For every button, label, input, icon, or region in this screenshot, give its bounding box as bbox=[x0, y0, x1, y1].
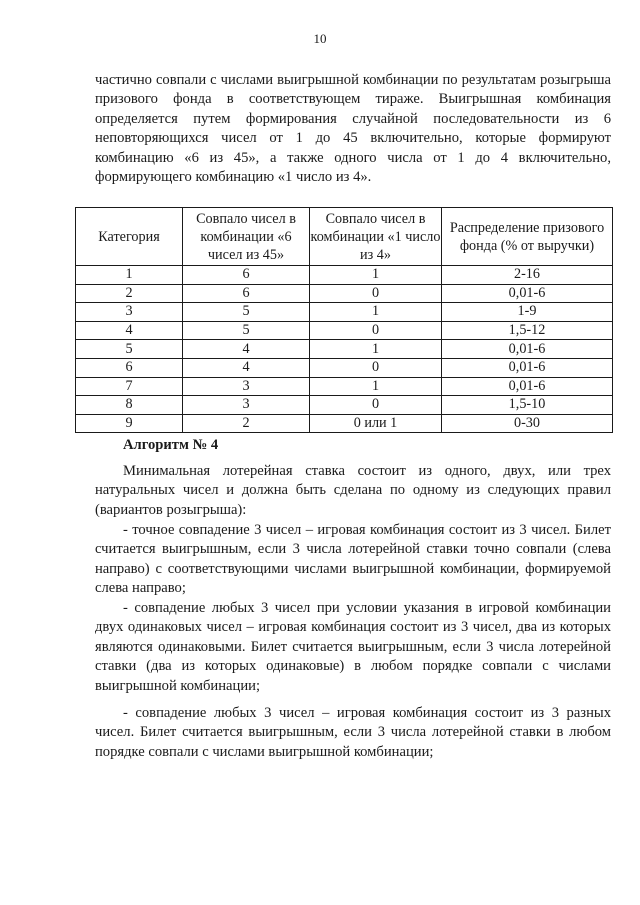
algorithm-heading: Алгоритм № 4 bbox=[123, 437, 219, 453]
table-header bbox=[76, 208, 613, 266]
page-number: 10 bbox=[313, 31, 327, 46]
cell-prize-share: 0-30 bbox=[442, 414, 613, 433]
table-row bbox=[76, 377, 613, 396]
cell-category: 3 bbox=[76, 303, 183, 322]
cell-category: 5 bbox=[76, 340, 183, 359]
cell-matched-1-of-4: 0 bbox=[310, 321, 442, 340]
header-matched-6-of-45: Совпало чисел в комбинации «6 чисел из 45» bbox=[183, 208, 310, 266]
cell-matched-6-of-45: 5 bbox=[183, 303, 310, 322]
cell-matched-6-of-45: 6 bbox=[183, 284, 310, 303]
cell-prize-share: 1,5-10 bbox=[442, 396, 613, 415]
cell-category: 8 bbox=[76, 396, 183, 415]
algorithm-intro-paragraph: Минимальная лотерейная ставка состоит из одного, двух, или трех натуральных чисел и должна быть сделана по одному из следующих правил (вариантов розыгрыша): bbox=[95, 463, 611, 518]
cell-matched-1-of-4: 1 bbox=[310, 266, 442, 285]
cell-category: 7 bbox=[76, 377, 183, 396]
cell-category: 9 bbox=[76, 414, 183, 433]
rule-pair-match-paragraph: - совпадение любых 3 чисел при условии указания в игровой комбинации двух одинаковых чисел – игровая комбинация состоит из 3 чисел, два из которых являются одинаковыми. Билет считается выигрышным, если 3 числа лотерейной ставки (два из которых одинаковые) в любом порядке совпали с числами выигрышной комбинации; bbox=[95, 600, 611, 694]
cell-category: 6 bbox=[76, 358, 183, 377]
table-row bbox=[76, 266, 613, 285]
table-row bbox=[76, 358, 613, 377]
cell-matched-1-of-4: 0 или 1 bbox=[310, 414, 442, 433]
cell-prize-share: 1-9 bbox=[442, 303, 613, 322]
cell-prize-share: 0,01-6 bbox=[442, 340, 613, 359]
rule-any-order-match-paragraph: - совпадение любых 3 чисел – игровая комбинация состоит из 3 разных чисел. Билет считается выигрышным, если 3 числа лотерейной ставки в любом порядке совпали с числами выигрышной комбинации; bbox=[95, 705, 611, 760]
cell-matched-1-of-4: 0 bbox=[310, 358, 442, 377]
cell-category: 2 bbox=[76, 284, 183, 303]
cell-matched-1-of-4: 0 bbox=[310, 396, 442, 415]
cell-prize-share: 0,01-6 bbox=[442, 377, 613, 396]
table-row bbox=[76, 396, 613, 415]
table-row bbox=[76, 284, 613, 303]
cell-matched-6-of-45: 3 bbox=[183, 396, 310, 415]
table-row bbox=[76, 321, 613, 340]
cell-category: 4 bbox=[76, 321, 183, 340]
prize-distribution-table bbox=[75, 207, 613, 433]
cell-prize-share: 1,5-12 bbox=[442, 321, 613, 340]
table-row bbox=[76, 414, 613, 433]
header-prize-distribution: Распределение призового фонда (% от выручки) bbox=[442, 208, 613, 266]
header-matched-1-of-4: Совпало чисел в комбинации «1 число из 4» bbox=[310, 208, 442, 266]
table-header-row bbox=[76, 208, 613, 266]
cell-matched-1-of-4: 1 bbox=[310, 303, 442, 322]
cell-matched-1-of-4: 0 bbox=[310, 284, 442, 303]
table-row bbox=[76, 303, 613, 322]
cell-matched-6-of-45: 5 bbox=[183, 321, 310, 340]
cell-prize-share: 0,01-6 bbox=[442, 284, 613, 303]
cell-prize-share: 2-16 bbox=[442, 266, 613, 285]
intro-paragraph: частично совпали с числами выигрышной комбинации по результатам розыгрыша призового фонда в соответствующем тираже. Выигрышная комбинация определяется путем формирования случайной последовательности из 6 неповторяющихся чисел от 1 до 45 включительно, которые формируют комбинацию «6 из 45», а также одного числа от 1 до 4 включительно, формирующего комбинацию «1 число из 4». bbox=[95, 72, 611, 186]
cell-matched-6-of-45: 4 bbox=[183, 340, 310, 359]
cell-matched-6-of-45: 2 bbox=[183, 414, 310, 433]
table-row bbox=[76, 340, 613, 359]
cell-matched-1-of-4: 1 bbox=[310, 340, 442, 359]
header-category: Категория bbox=[76, 208, 183, 266]
rule-exact-match-paragraph: - точное совпадение 3 чисел – игровая комбинация состоит из 3 чисел. Билет считается выигрышным, если 3 числа лотерейной ставки точно совпали (слева направо) с соответствующими числами выигрышной комбинации, формируемой слева направо; bbox=[95, 522, 611, 597]
cell-matched-6-of-45: 6 bbox=[183, 266, 310, 285]
cell-matched-6-of-45: 4 bbox=[183, 358, 310, 377]
cell-prize-share: 0,01-6 bbox=[442, 358, 613, 377]
table-body bbox=[76, 266, 613, 433]
cell-matched-6-of-45: 3 bbox=[183, 377, 310, 396]
cell-matched-1-of-4: 1 bbox=[310, 377, 442, 396]
cell-category: 1 bbox=[76, 266, 183, 285]
